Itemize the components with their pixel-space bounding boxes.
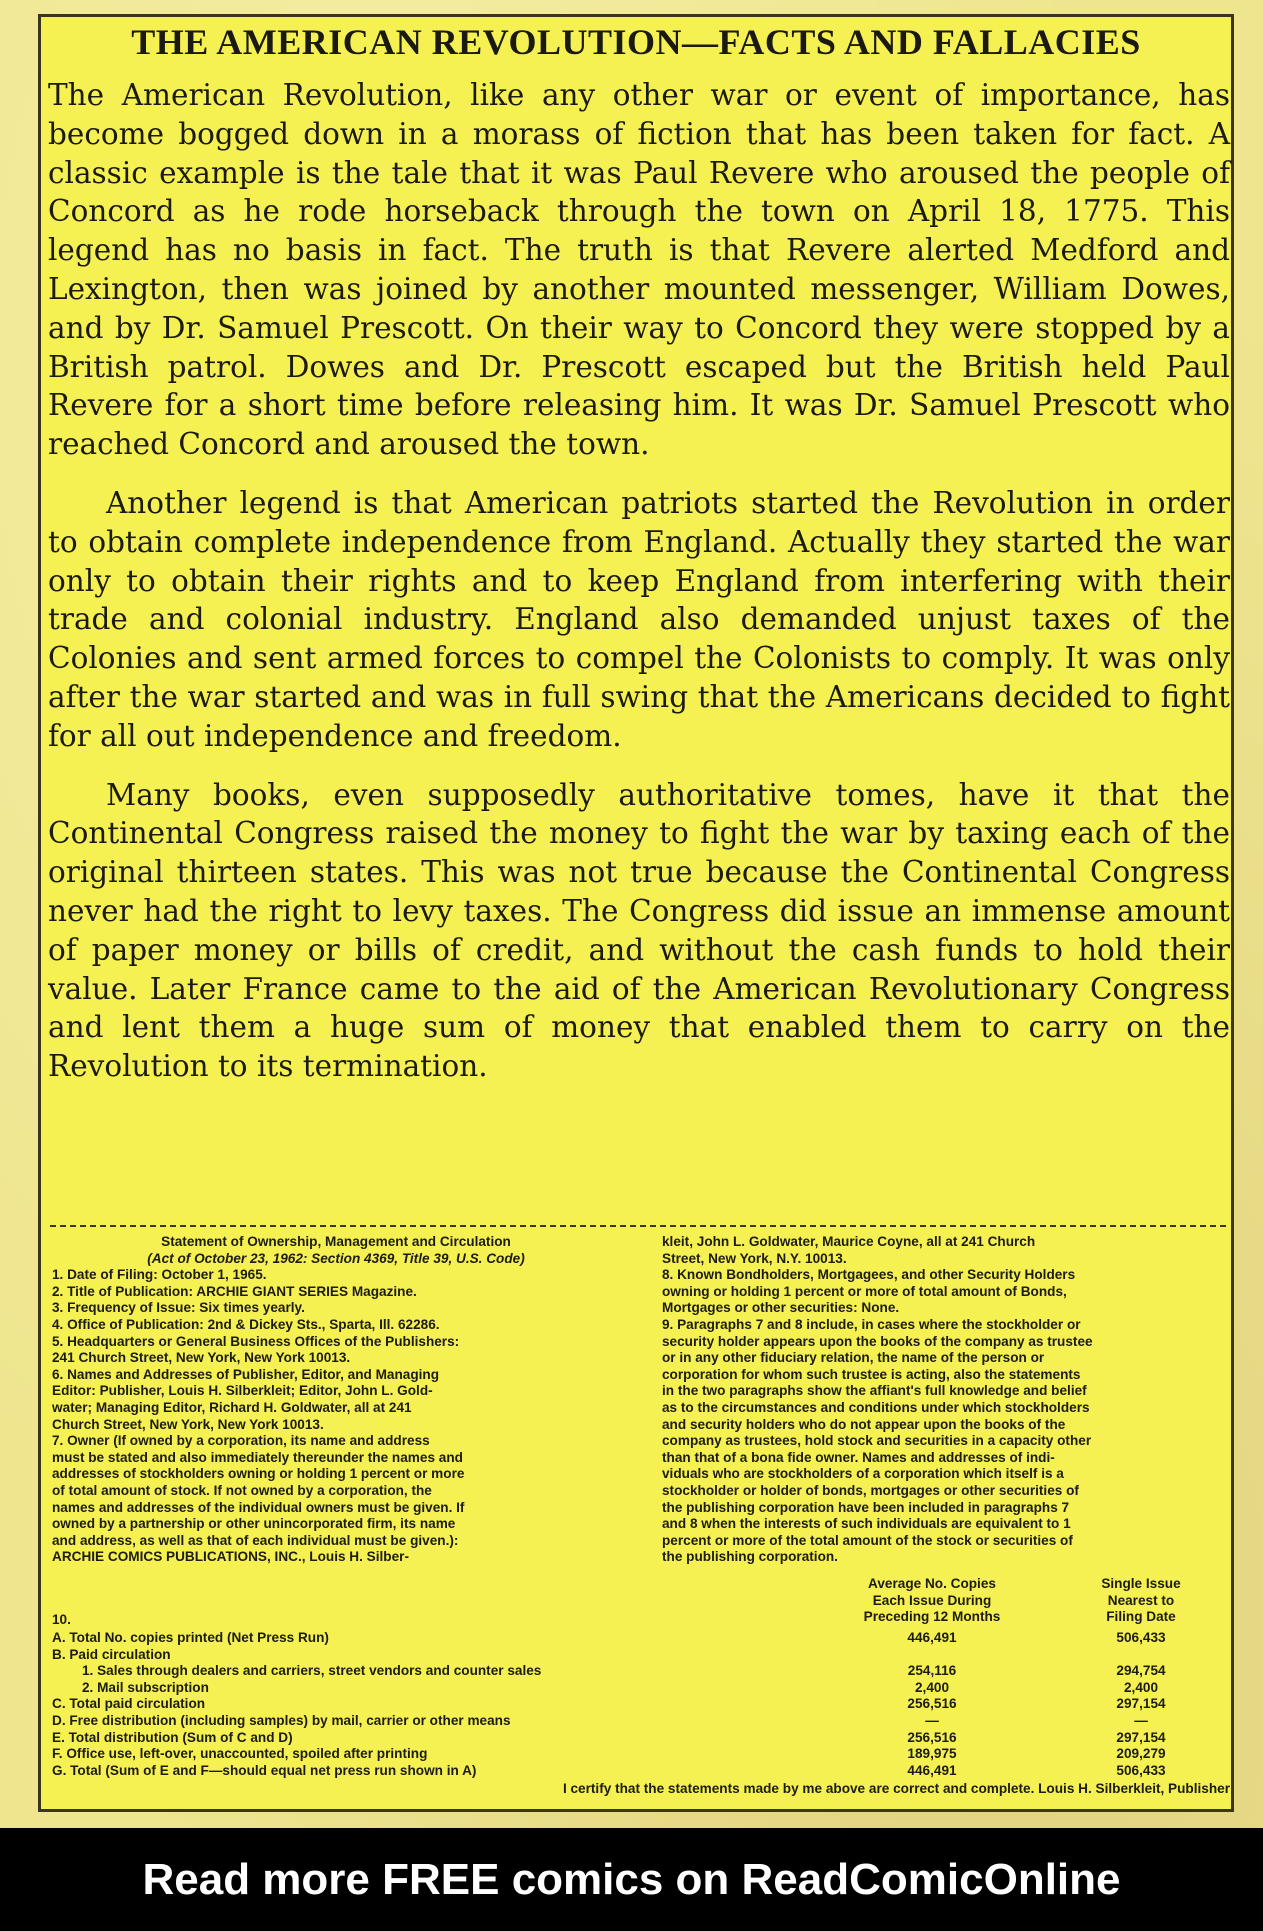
row-label: A. Total No. copies printed (Net Press Run) [52, 1630, 329, 1645]
average-value: 256,516 [907, 1696, 957, 1712]
statement-left-column [52, 1234, 620, 1566]
statement-line: or in any other fiduciary relation, the name of the person or [662, 1350, 1045, 1366]
statement-line: Editor: Publisher, Louis H. Silberkleit; Editor, John L. Gold- [52, 1383, 433, 1399]
statement-line: 2. Title of Publication: ARCHIE GIANT SERIES Magazine. [52, 1283, 417, 1299]
average-value: 254,116 [907, 1663, 957, 1679]
statement-line: 7. Owner (If owned by a corporation, its name and address [52, 1433, 430, 1449]
single-issue-value [1052, 1647, 1230, 1664]
statement-line: security holder appears upon the books of the company as trustee [662, 1333, 1093, 1349]
statement-line: Church Street, New York, New York 10013. [52, 1416, 324, 1432]
header-line: Preceding 12 Months [863, 1609, 1001, 1625]
table-row [52, 1663, 1230, 1680]
item-number: 10. [52, 1612, 71, 1627]
table-row [52, 1680, 1230, 1697]
section-divider [50, 1225, 1226, 1227]
single-issue-value: 2,400 [1123, 1679, 1159, 1695]
row-label: C. Total paid circulation [52, 1696, 206, 1712]
row-label: B. Paid circulation [52, 1646, 171, 1662]
table-row [52, 1630, 1230, 1647]
circulation-header [52, 1576, 1230, 1630]
statement-line: 8. Known Bondholders, Mortgagees, and other Security Holders [662, 1267, 1076, 1283]
article-paragraph-2: Another legend is that American patriots started the Revolution in order to obtain complete independence from England. Actually they started the war only to obtain their rights and to keep England from interfering with their trade and colonial industry. England also demanded unjust taxes of the Colonies and sent armed forces to compel the Colonists to comply. It was only after the war started and was in full swing that the Americans decided to fight for all out independence and freedom. [48, 485, 1230, 753]
single-issue-value: 294,754 [1116, 1663, 1166, 1679]
table-row [52, 1746, 1230, 1763]
average-value: 256,516 [907, 1729, 957, 1745]
statement-line: 4. Office of Publication: 2nd & Dickey Sts., Sparta, Ill. 62286. [52, 1316, 440, 1332]
row-label: D. Free distribution (including samples) by mail, carrier or other means [52, 1712, 511, 1728]
average-value [812, 1647, 1052, 1664]
statement-line: of total amount of stock. If not owned by a corporation, the [52, 1482, 432, 1498]
statement-line: and address, as well as that of each individual must be given.): [52, 1532, 459, 1548]
statement-line: must be stated and also immediately thereunder the names and [52, 1449, 463, 1465]
statement-line: owning or holding 1 percent or more of total amount of Bonds, [662, 1283, 1067, 1299]
article-paragraph-3: Many books, even supposedly authoritative tomes, have it that the Continental Congress raised the money to fight the war by taxing each of the original thirteen states. This was not true because the Continental Congress never had the right to levy taxes. The Congress did issue an immense amount of paper money or bills of credit, and without the cash funds to hold their value. Later France came to the aid of the American Revolutionary Congress and lent them a huge sum of money that enabled them to carry on the Revolution to its termination. [48, 777, 1230, 1084]
statement-line: Street, New York, N.Y. 10013. [662, 1250, 847, 1266]
single-issue-value: 506,433 [1116, 1762, 1166, 1778]
statement-line: and 8 when the interests of such individuals are equivalent to 1 [662, 1516, 1071, 1532]
average-value: 446,491 [907, 1762, 957, 1778]
statement-line: Mortgages or other securities: None. [662, 1300, 900, 1316]
statement-line: kleit, John L. Goldwater, Maurice Coyne, all at 241 Church [662, 1234, 1036, 1249]
statement-line: ARCHIE COMICS PUBLICATIONS, INC., Louis H. Silber- [52, 1549, 409, 1565]
single-issue-value: 297,154 [1116, 1696, 1166, 1712]
statement-right-column [662, 1234, 1230, 1566]
header-line: Nearest to [1107, 1592, 1175, 1608]
row-label: F. Office use, left-over, unaccounted, spoiled after printing [52, 1746, 428, 1762]
statement-line: names and addresses of the individual owners must be given. If [52, 1499, 465, 1515]
statement-line: Statement of Ownership, Management and Circulation [161, 1234, 511, 1249]
article-body [48, 76, 1230, 1106]
row-label: E. Total distribution (Sum of C and D) [52, 1729, 293, 1745]
statement-line: 3. Frequency of Issue: Six times yearly. [52, 1300, 305, 1316]
statement-line: viduals who are stockholders of a corporation which itself is a [662, 1466, 1064, 1482]
single-issue-value: 209,279 [1116, 1746, 1166, 1762]
table-row [52, 1696, 1230, 1713]
statement-line: the publishing corporation. [662, 1549, 838, 1565]
statement-line: corporation for whom such trustee is acting, also the statements [662, 1366, 1081, 1382]
circulation-table [52, 1576, 1230, 1798]
statement-line: 5. Headquarters or General Business Offices of the Publishers: [52, 1333, 460, 1349]
statement-line: stockholder or holder of bonds, mortgages or other securities of [662, 1482, 1079, 1498]
average-value: — [925, 1712, 939, 1728]
single-issue-value: 506,433 [1116, 1630, 1166, 1645]
statement-line: the publishing corporation have been included in paragraphs 7 [662, 1499, 1070, 1515]
ownership-statement [52, 1234, 1230, 1566]
statement-line: than that of a bona fide owner. Names and addresses of indi- [662, 1449, 1055, 1465]
statement-line: as to the circumstances and conditions under which stockholders [662, 1399, 1090, 1415]
statement-line: 6. Names and Addresses of Publisher, Editor, and Managing [52, 1366, 440, 1382]
header-line: Filing Date [1106, 1609, 1176, 1625]
statement-line: 1. Date of Filing: October 1, 1965. [52, 1267, 267, 1283]
statement-line: owned by a partnership or other unincorporated firm, its name [52, 1516, 456, 1532]
row-label: 2. Mail subscription [82, 1679, 209, 1695]
row-label: 1. Sales through dealers and carriers, street vendors and counter sales [82, 1663, 542, 1679]
table-row [52, 1763, 1230, 1780]
table-row [52, 1730, 1230, 1747]
table-row [52, 1647, 1230, 1664]
header-line: Average No. Copies [868, 1576, 996, 1591]
statement-line: company as trustees, hold stock and securities in a capacity other [662, 1433, 1092, 1449]
table-row [52, 1713, 1230, 1730]
statement-line: percent or more of the total amount of the stock or securities of [662, 1532, 1073, 1548]
statement-line: in the two paragraphs show the affiant's full knowledge and belief [662, 1383, 1087, 1399]
single-issue-value: — [1134, 1712, 1148, 1728]
header-line: Single Issue [1101, 1576, 1181, 1591]
statement-line: 9. Paragraphs 7 and 8 include, in cases where the stockholder or [662, 1316, 1081, 1332]
statement-line: (Act of October 23, 1962: Section 4369, Title 39, U.S. Code) [147, 1250, 525, 1266]
certification-line: I certify that the statements made by me above are correct and complete. Louis H. Silberkleit, Publisher [562, 1781, 1230, 1797]
average-value: 446,491 [907, 1630, 957, 1645]
statement-line: water; Managing Editor, Richard H. Goldwater, all at 241 [52, 1399, 412, 1415]
statement-line: 241 Church Street, New York, New York 10013. [52, 1350, 351, 1366]
average-copies-header [812, 1576, 1052, 1630]
average-value: 189,975 [907, 1746, 957, 1762]
single-issue-value: 297,154 [1116, 1729, 1166, 1745]
statement-line: and security holders who do not appear upon the books of the [662, 1416, 1066, 1432]
header-line: Each Issue During [872, 1592, 992, 1608]
row-label: G. Total (Sum of E and F—should equal net press run shown in A) [52, 1762, 477, 1778]
footer-banner: Read more FREE comics on ReadComicOnline [0, 1828, 1263, 1931]
average-value: 2,400 [914, 1679, 950, 1695]
single-issue-header [1052, 1576, 1230, 1630]
page-title: THE AMERICAN REVOLUTION—FACTS AND FALLACIES [131, 22, 1141, 62]
statement-line: addresses of stockholders owning or holding 1 percent or more [52, 1466, 465, 1482]
article-paragraph-1: The American Revolution, like any other war or event of importance, has become bogged down in a morass of fiction that has been taken for fact. A classic example is the tale that it was Paul Revere who aroused the people of Concord as he rode horseback through the town on April 18, 1775. This legend has no basis in fact. The truth is that Revere alerted Medford and Lexington, then was joined by another mounted messenger, William Dowes, and by Dr. Samuel Prescott. On their way to Concord they were stopped by a British patrol. Dowes and Dr. Prescott escaped but the British held Paul Revere for a short time before releasing him. It was Dr. Samuel Prescott who reached Concord and aroused the town. [48, 78, 1230, 462]
